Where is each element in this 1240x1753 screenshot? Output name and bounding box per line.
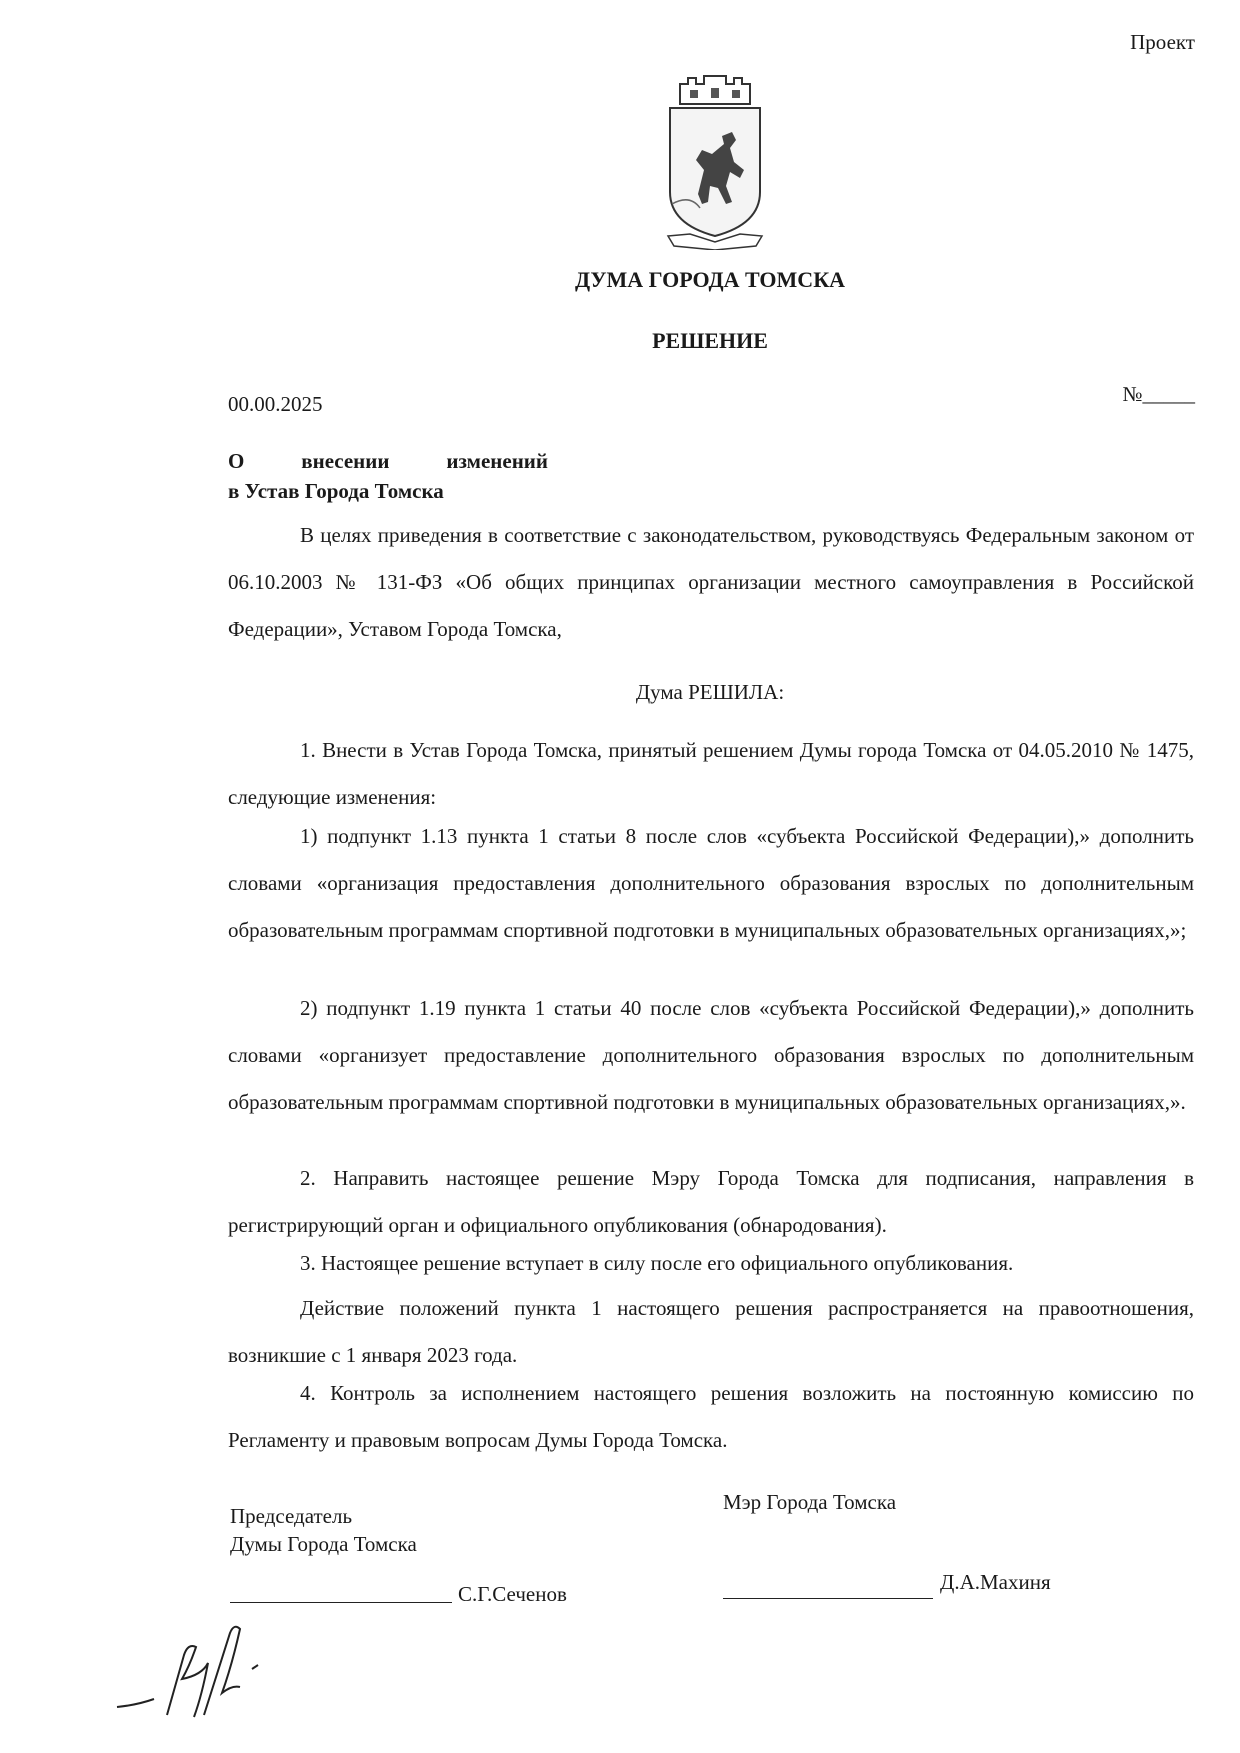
handwritten-signature-icon <box>112 1615 282 1725</box>
chair-position-line-2: Думы Города Томска <box>230 1532 417 1556</box>
item-3: 3. Настоящее решение вступает в силу после его официального опубликования. <box>300 1251 1014 1275</box>
subject-word: внесении <box>301 449 390 473</box>
decision-heading: Дума РЕШИЛА: <box>635 680 785 704</box>
item-1-subitem-1: 1) подпункт 1.13 пункта 1 статьи 8 после слов «субъекта Российской Федерации),» дополнить словами «организация предоставления дополнительного образования взрослых по дополнительным образовательным программам спортивной подготовки в муниципальных образовательных организациях,»; <box>228 824 1194 942</box>
mayor-name: Д.А.Махиня <box>940 1570 1051 1594</box>
coat-of-arms-icon <box>660 74 770 250</box>
chair-signature-line <box>230 1602 452 1603</box>
mayor-position: Мэр Города Томска <box>723 1490 897 1514</box>
document-date: 00.00.2025 <box>228 392 323 416</box>
document-type: РЕШЕНИЕ <box>652 328 768 353</box>
chair-name: С.Г.Сеченов <box>458 1582 567 1606</box>
item-4: 4. Контроль за исполнением настоящего решения возложить на постоянную комиссию по Регламенту и правовым вопросам Думы Города Томска. <box>228 1381 1194 1452</box>
subject-line-2: в Устав Города Томска <box>228 479 444 503</box>
item-1-subitem-2: 2) подпункт 1.19 пункта 1 статьи 40 после слов «субъекта Российской Федерации),» дополнить словами «организует предоставление дополнительного образования взрослых по дополнительным образовательным программам спортивной подготовки в муниципальных образовательных организациях,». <box>228 996 1194 1114</box>
subject-word: О <box>228 449 245 473</box>
intro-paragraph: В целях приведения в соответствие с законодательством, руководствуясь Федеральным законом от 06.10.2003 № 131-ФЗ «Об общих принципах организации местного самоуправления в Российской Федерации», Уставом Города Томска, <box>228 523 1194 641</box>
mayor-signature-line <box>723 1598 933 1599</box>
organization-title: ДУМА ГОРОДА ТОМСКА <box>574 267 846 292</box>
chair-position-line-1: Председатель <box>230 1504 353 1528</box>
effect-paragraph: Действие положений пункта 1 настоящего решения распространяется на правоотношения, возникшие с 1 января 2023 года. <box>228 1296 1194 1367</box>
draft-label: Проект <box>1130 30 1195 54</box>
document-number: №_____ <box>1122 382 1195 406</box>
subject-word: изменений <box>446 449 548 473</box>
document-subject <box>228 446 548 506</box>
item-2: 2. Направить настоящее решение Мэру Города Томска для подписания, направления в регистрирующий орган и официального опубликования (обнародования). <box>228 1166 1194 1237</box>
chair-position <box>230 1502 417 1558</box>
item-1: 1. Внести в Устав Города Томска, принятый решением Думы города Томска от 04.05.2010 № 1475, следующие изменения: <box>228 738 1194 809</box>
